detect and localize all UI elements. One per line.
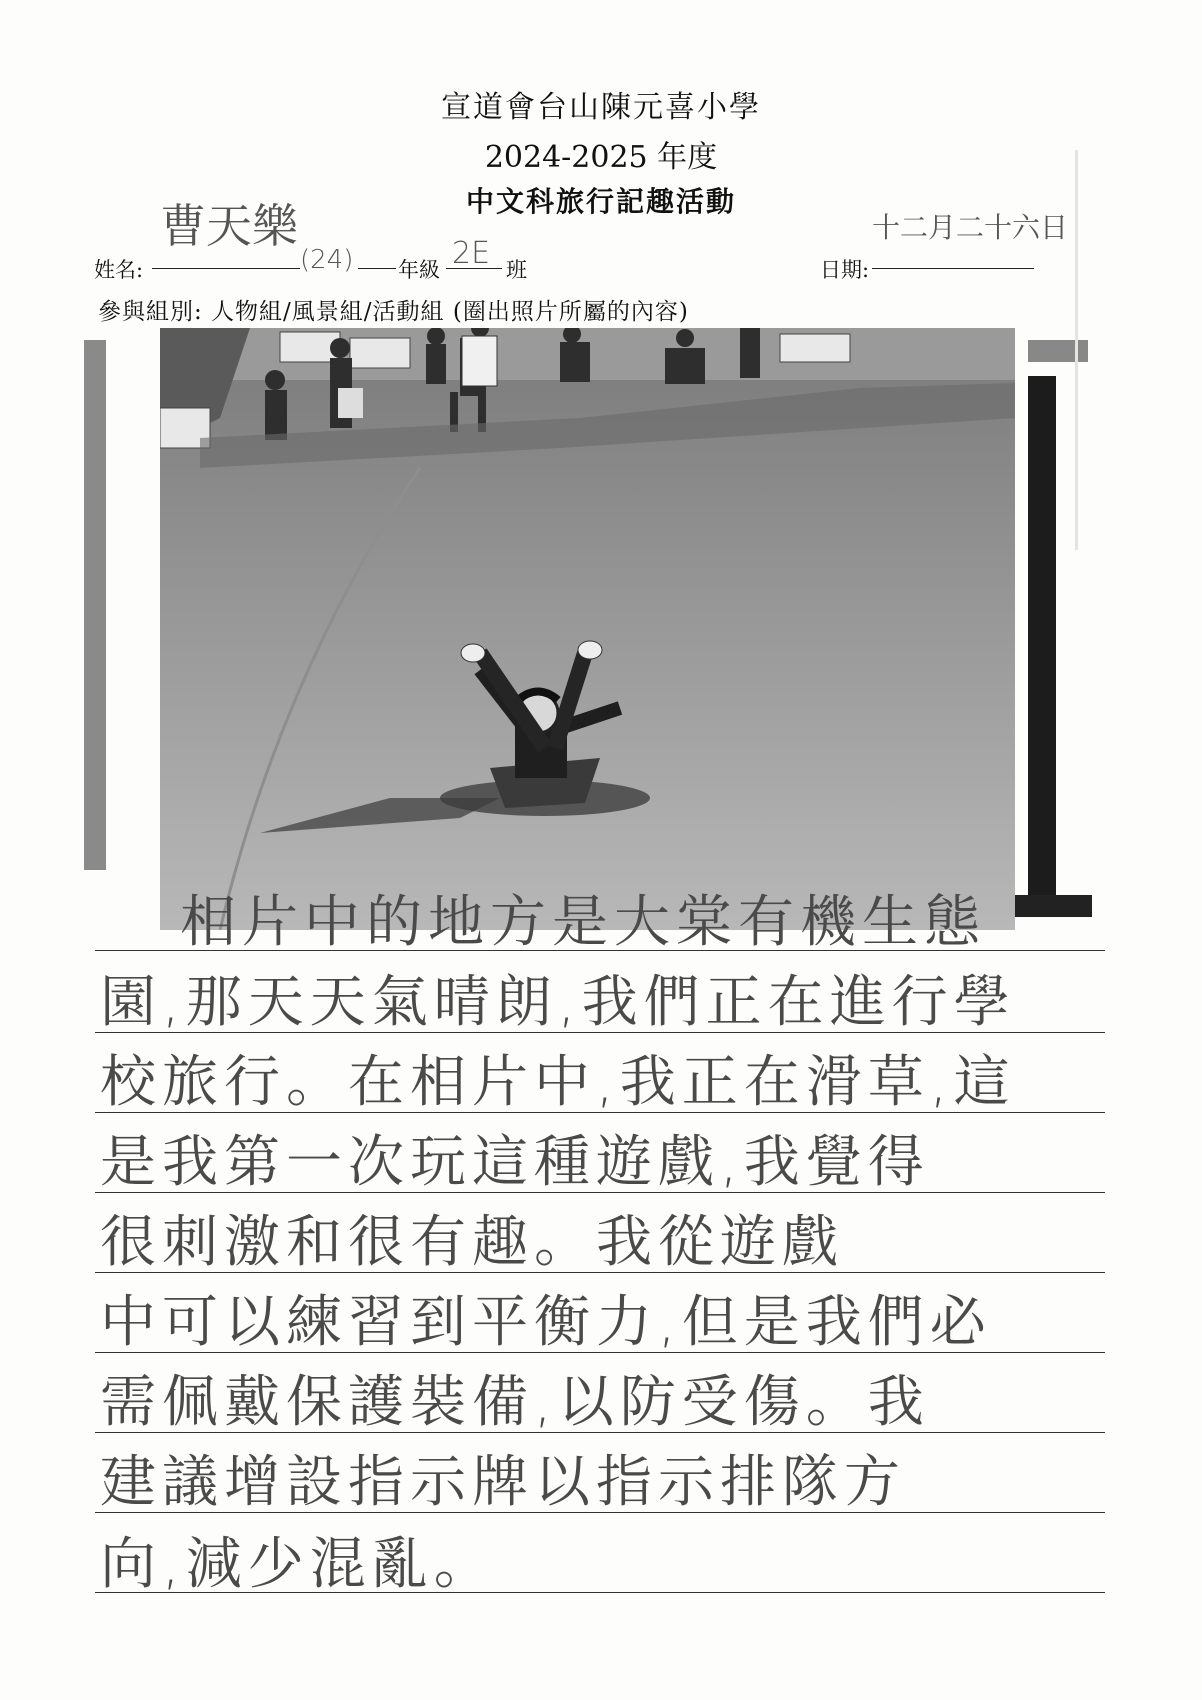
date-value: 十二月二十六日 (872, 211, 1069, 244)
frame-bar-right-top (1028, 340, 1088, 362)
class-no-underline (358, 268, 396, 269)
grade-label: 年級 (398, 258, 440, 282)
school-name: 宣道會台山陳元喜小學 (441, 90, 761, 125)
frame-bar-right (1028, 376, 1056, 901)
bleed-through-mark (1075, 150, 1078, 550)
essay-line-8: 建議增設指示牌以指示排隊方 (100, 1450, 906, 1515)
date-label: 日期: (820, 258, 870, 282)
frame-bar-bottom (1012, 895, 1092, 917)
grade-value: 2E (452, 236, 491, 271)
photo-board (462, 336, 497, 386)
essay-line-3: 校旅行。在相片中,我正在滑草,這 (100, 1050, 1016, 1115)
name-underline (152, 268, 300, 269)
essay-line-2: 園,那天天氣晴朗,我們正在進行學 (100, 970, 1016, 1035)
essay-line-7: 需佩戴保護裝備,以防受傷。我 (100, 1370, 930, 1435)
school-year: 2024-2025 年度 (484, 140, 718, 175)
group-selection: 參與組別: 人物組/風景組/活動組 (圈出照片所屬的內容) (98, 299, 689, 325)
frame-bar-left (84, 340, 106, 870)
essay-line-9: 向,減少混亂。 (100, 1532, 496, 1597)
essay-line-4: 是我第一次玩這種遊戲,我覺得 (100, 1130, 930, 1195)
activity-title: 中文科旅行記趣活動 (465, 185, 736, 218)
name-value: 曹天樂 (160, 199, 298, 253)
class-number: (24) (300, 245, 354, 275)
name-label: 姓名: (94, 258, 144, 282)
date-underline (872, 268, 1034, 269)
essay-line-6: 中可以練習到平衡力,但是我們必 (100, 1290, 992, 1355)
essay-line-1: 相片中的地方是大棠有機生態 (180, 890, 986, 955)
activity-photo (160, 328, 1015, 930)
photo-bag (338, 388, 363, 418)
essay-line-5: 很刺激和很有趣。我從遊戲 (100, 1210, 844, 1275)
class-label: 班 (506, 258, 527, 282)
